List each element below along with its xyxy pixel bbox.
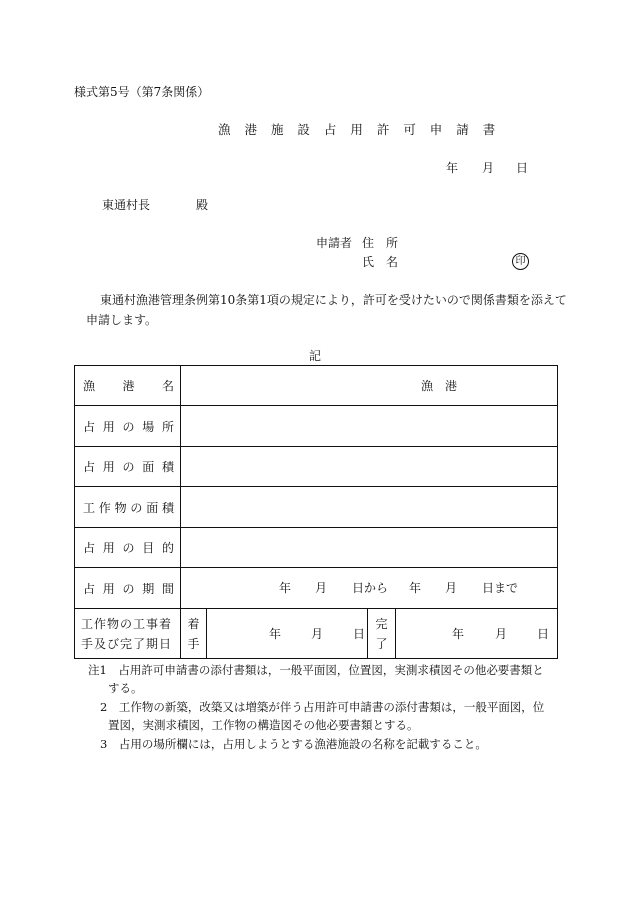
record-label: 記 [309, 349, 322, 363]
document-title: 漁 港 施 設 占 用 許 可 申 請 書 [218, 122, 501, 137]
harbor-name-field[interactable] [181, 366, 558, 406]
table-row-harbor-name [75, 366, 558, 406]
date-year: 年 [446, 161, 459, 175]
occupancy-period-field[interactable] [181, 568, 558, 609]
start-month: 月 [311, 626, 324, 641]
addressee-name: 東通村長 [102, 198, 151, 212]
structure-area-field[interactable] [181, 487, 558, 528]
period-to-day: 日まで [482, 581, 519, 595]
period-from-year: 年 [279, 581, 292, 595]
row-label: 占 用 の 期 間 [75, 568, 181, 609]
date-day: 日 [516, 161, 529, 175]
table-row-occupancy-purpose [75, 528, 558, 568]
note-3-line-1: 3 占用の場所欄には，占用しようとする漁港施設の名称を記載すること。 [100, 737, 487, 751]
occupancy-purpose-field[interactable] [181, 528, 558, 568]
end-label: 完 了 [368, 609, 396, 659]
note-1-line-2: する。 [108, 681, 143, 695]
note-2-line-1: 2 工作物の新築，改築又は増築が伴う占用許可申請書の添付書類は，一般平面図，位 [100, 700, 545, 714]
note-2-line-2: 置図，実測求積図，工作物の構造図その他必要書類とする。 [108, 718, 419, 732]
addressee-honorific: 殿 [196, 198, 209, 212]
period-from-day: 日から [352, 581, 389, 595]
date-month: 月 [482, 161, 495, 175]
form-number: 様式第5号（第7条関係） [74, 85, 210, 99]
end-day: 日 [537, 626, 550, 641]
note-1-line-1: 注1 占用許可申請書の添付書類は，一般平面図，位置図，実測求積図その他必要書類と [88, 663, 544, 677]
period-to-month: 月 [445, 581, 458, 595]
body-line-1: 東通村漁港管理条例第10条第1項の規定により，許可を受けたいので関係書類を添えて [100, 293, 567, 307]
end-date-field[interactable] [396, 609, 558, 659]
period-to-year: 年 [409, 581, 422, 595]
table-row-occupancy-period [75, 568, 558, 609]
occupancy-area-field[interactable] [181, 447, 558, 487]
start-date-field[interactable] [207, 609, 368, 659]
table-row-structure-area [75, 487, 558, 528]
start-label: 着 手 [181, 609, 207, 659]
row-label: 占 用 の 面 積 [75, 447, 181, 487]
row-label: 工 作 物 の 面 積 [75, 487, 181, 528]
row-label: 占 用 の 目 的 [75, 528, 181, 568]
table-row-occupancy-area [75, 447, 558, 487]
body-line-2: 申請します。 [86, 313, 158, 327]
end-month: 月 [495, 626, 508, 641]
start-year: 年 [269, 626, 282, 641]
application-table [74, 365, 558, 659]
row-label: 漁 港 名 [75, 366, 181, 406]
harbor-suffix: 漁 港 [421, 379, 458, 393]
end-year: 年 [452, 626, 465, 641]
row-label: 占 用 の 場 所 [75, 406, 181, 447]
period-from-month: 月 [315, 581, 328, 595]
applicant-label: 申請者 [316, 236, 353, 250]
seal-mark [512, 253, 529, 270]
seal-label: 印 [515, 255, 526, 267]
address-label: 住 所 [362, 236, 399, 250]
table-row-occupancy-place [75, 406, 558, 447]
start-day: 日 [353, 626, 366, 641]
occupancy-place-field[interactable] [181, 406, 558, 447]
table-row-construction-dates [75, 609, 558, 659]
name-label: 氏 名 [362, 255, 399, 269]
row-label: 工作物の工事着 手及び完了期日 [75, 609, 181, 659]
